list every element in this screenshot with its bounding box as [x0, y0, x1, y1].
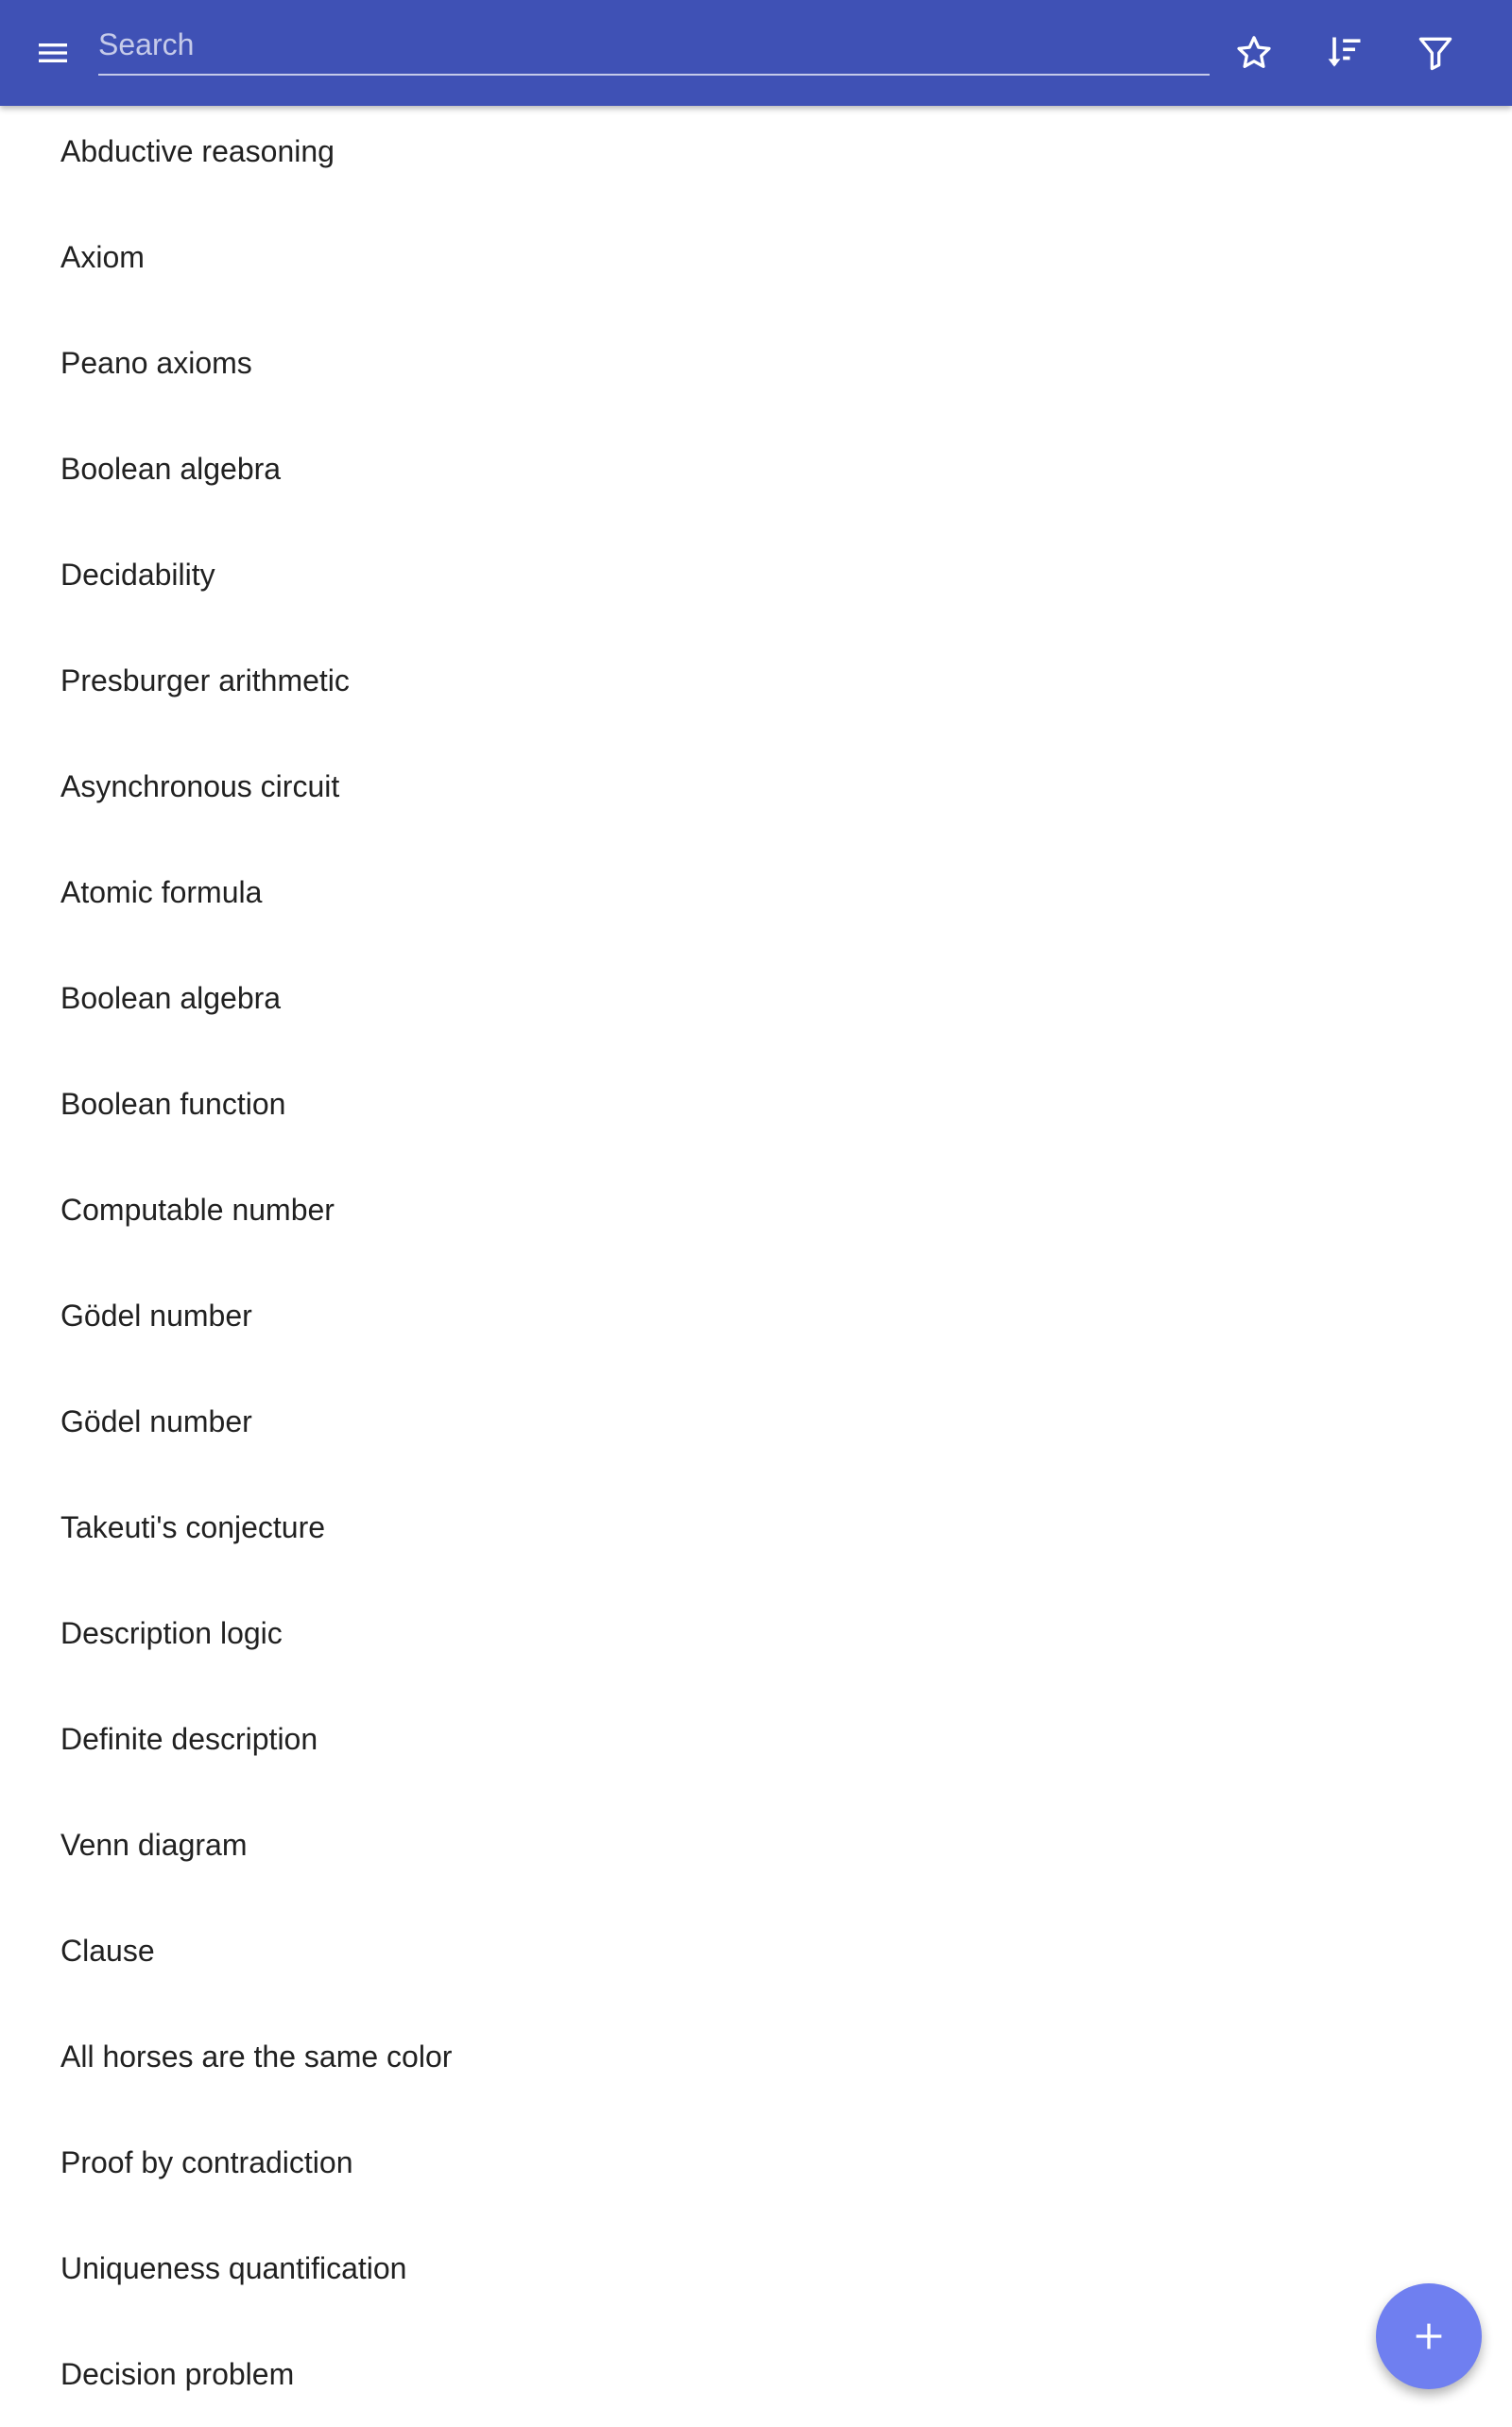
list-item[interactable]: Definite description: [60, 1721, 318, 1756]
filter-button[interactable]: [1398, 15, 1473, 91]
app-bar: [0, 0, 1512, 106]
list-item[interactable]: Description logic: [60, 1615, 283, 1650]
favorites-button[interactable]: [1216, 15, 1292, 91]
search-input[interactable]: [98, 17, 1210, 72]
list-item[interactable]: Presburger arithmetic: [60, 663, 350, 697]
menu-button[interactable]: [15, 15, 91, 91]
sort-button[interactable]: [1307, 15, 1383, 91]
list-item[interactable]: Axiom: [60, 239, 145, 274]
list-item[interactable]: Venn diagram: [60, 1827, 248, 1862]
list-item[interactable]: All horses are the same color: [60, 2039, 453, 2074]
sort-icon: [1324, 32, 1366, 74]
list-item[interactable]: Abductive reasoning: [60, 133, 335, 168]
list-item[interactable]: Gödel number: [60, 1298, 252, 1333]
list-item[interactable]: Boolean algebra: [60, 451, 282, 486]
list-item[interactable]: Decision problem: [60, 2356, 295, 2391]
list-item[interactable]: Gödel number: [60, 1403, 252, 1438]
list-item[interactable]: Takeuti's conjecture: [60, 1509, 326, 1544]
list-item[interactable]: Asynchronous circuit: [60, 768, 340, 803]
list-item[interactable]: Decidability: [60, 557, 215, 592]
add-button[interactable]: [1376, 2283, 1482, 2389]
list-item[interactable]: Atomic formula: [60, 874, 263, 909]
plus-icon: [1410, 2317, 1448, 2355]
star-outline-icon: [1233, 32, 1275, 74]
list-item[interactable]: Uniqueness quantification: [60, 2250, 407, 2285]
list-item[interactable]: Proof by contradiction: [60, 2144, 353, 2179]
topic-list: [0, 98, 1512, 2427]
search-field: [98, 17, 1210, 76]
list-item[interactable]: Computable number: [60, 1192, 335, 1227]
list-item[interactable]: Peano axioms: [60, 345, 252, 380]
list-item[interactable]: Boolean function: [60, 1086, 286, 1121]
hamburger-menu-icon: [34, 34, 72, 72]
list-item[interactable]: Clause: [60, 1933, 155, 1968]
list-item[interactable]: Boolean algebra: [60, 980, 282, 1015]
filter-icon: [1415, 32, 1456, 74]
